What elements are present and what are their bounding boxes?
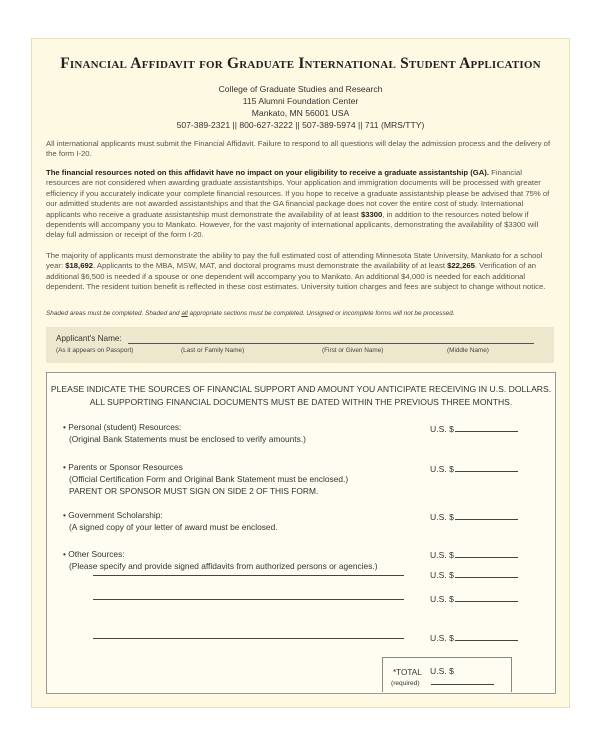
note-underline: all [181, 310, 188, 317]
completion-note [46, 310, 455, 317]
currency-label: U.S. $ [430, 464, 454, 474]
assistantship-paragraph [46, 168, 555, 241]
total-box [382, 657, 512, 692]
support-heading-2: ALL SUPPORTING FINANCIAL DOCUMENTS MUST BE DATED WITHIN THE PREVIOUS THREE MONTHS. [89, 396, 513, 407]
parents-sign-note: PARENT OR SPONSOR MUST SIGN ON SIDE 2 OF THIS FORM. [69, 486, 319, 496]
personal-resources: • Personal (student) Resources: (Original Bank Statements must be enclosed to verify amounts.) [63, 422, 306, 444]
other-source-line-1[interactable] [93, 575, 404, 576]
financial-support-box [46, 372, 556, 694]
passport-note: (As it appears on Passport) [56, 347, 134, 354]
affidavit-page [31, 38, 570, 708]
other-sources: • Other Sources: (Please specify and provide signed affidavits from authorized persons or agencies.) [63, 549, 378, 571]
applicant-name-field[interactable] [128, 343, 534, 344]
total-required: (required) [391, 680, 420, 687]
personal-detail: (Original Bank Statements must be enclosed to verify amounts.) [69, 434, 306, 444]
cost-text-2: . Applicants to the MBA, MSW, MAT, and doctoral programs must demonstrate the availability of at least [93, 261, 448, 271]
personal-title: Personal (student) Resources: [68, 422, 182, 432]
form-title: Financial Affidavit for Graduate International Student Application [60, 55, 541, 72]
government-title: Government Scholarship: [68, 510, 163, 520]
cost-paragraph [46, 251, 555, 293]
applicant-name-section [46, 327, 554, 363]
support-heading [47, 383, 555, 408]
cost-text-1: The majority of applicants must demonstrate the ability to pay the full estimated cost of attending Minnesota State University, Mankato for a school year: [46, 251, 543, 271]
cost-amount-2: $22,265 [447, 261, 475, 271]
other-title: Other Sources: [68, 549, 125, 559]
government-scholarship: • Government Scholarship: (A signed copy of your letter of award must be enclosed. [63, 510, 278, 532]
address-line-3: Mankato, MN 56001 USA [251, 108, 350, 118]
address-phones: 507-389-2321 || 800-627-3222 || 507-389-5974 || 711 (MRS/TTY) [176, 120, 425, 130]
parents-detail: (Official Certification Form and Original Bank Statement must be enclosed.) [69, 474, 349, 484]
other-source-line-3[interactable] [93, 638, 404, 639]
cost-text-3: . Verification of an additional $6,500 is needed if a spouse or one dependent will accompany you to Mankato. An additional $4,000 is needed for each additional dependent. The resident tuition benefit is reflected in these cost estimates. University tuition charges and fees are subject to change without notice. [46, 261, 546, 292]
currency-label: U.S. $ [430, 666, 454, 676]
other-source-line-2[interactable] [93, 599, 404, 600]
personal-amount-field[interactable] [430, 423, 518, 434]
note-text-1: Shaded areas must be completed. Shaded and [46, 310, 182, 317]
last-name-caption: (Last or Family Name) [181, 347, 245, 354]
currency-label: U.S. $ [430, 424, 454, 434]
address-line-2: 115 Alumni Foundation Center [242, 96, 359, 106]
applicant-name-label: Applicant's Name: [56, 334, 122, 343]
currency-label: U.S. $ [430, 633, 454, 643]
college-address [32, 83, 569, 131]
other-amount-field-2[interactable] [430, 569, 518, 580]
government-detail: (A signed copy of your letter of award must be enclosed. [69, 522, 278, 532]
assistantship-text-2: , in addition to the resources noted below if dependents will accompany you to Mankato. However, for the vast majority of international applicants, demonstrating the availability of $3300 will delay full admission or receipt of the form I-20. [46, 209, 539, 240]
total-label: *TOTAL [393, 668, 422, 677]
other-amount-field-3[interactable] [430, 593, 518, 604]
currency-label: U.S. $ [430, 594, 454, 604]
other-amount-field-1[interactable] [430, 549, 518, 560]
parents-amount-field[interactable] [430, 463, 518, 474]
dependent-amount: $3300 [360, 209, 383, 219]
other-amount-field-4[interactable] [430, 632, 518, 643]
assistantship-bold: The financial resources noted on this affidavit have no impact on your eligibility to receive a graduate assistantship (GA). [46, 168, 489, 177]
cost-amount-1: $18,692 [65, 261, 94, 271]
currency-label: U.S. $ [430, 570, 454, 580]
total-amount-field[interactable] [430, 666, 511, 687]
middle-name-caption: (Middle Name) [447, 347, 489, 354]
currency-label: U.S. $ [430, 512, 454, 522]
currency-label: U.S. $ [430, 550, 454, 560]
first-name-caption: (First or Given Name) [322, 347, 384, 354]
parent-sponsor-resources: • Parents or Sponsor Resources (Official Certification Form and Original Bank Statement must be enclosed.) PARENT OR SPONSOR MUST SIGN ON SIDE 2 OF THIS FORM. [63, 462, 349, 496]
assistantship-text: Financial resources are not considered when awarding graduate assistantships. Your application and immigration documents will be processed with greater efficiency if you accurately indicate your complete financial resources. If you hope to receive a graduate assistantship please be advised that 75% of our admitted students are not awarded assistantships and that the GA financial package does not cover the entire cost of study. International applicants who receive a graduate assistantship must demonstrate the availability of at least [46, 168, 550, 219]
other-detail: (Please specify and provide signed affidavits from authorized persons or agencies.) [69, 561, 378, 571]
address-line-1: College of Graduate Studies and Research [218, 84, 383, 94]
parents-title: Parents or Sponsor Resources [68, 462, 183, 472]
note-text-2: appropriate sections must be completed. Unsigned or incomplete forms will not be processed. [187, 310, 455, 317]
government-amount-field[interactable] [430, 511, 518, 522]
support-heading-1: PLEASE INDICATE THE SOURCES OF FINANCIAL SUPPORT AND AMOUNT YOU ANTICIPATE RECEIVING IN U.S. DOLLARS. [50, 384, 552, 394]
intro-paragraph: All international applicants must submit the Financial Affidavit. Failure to respond to all questions will delay the admission process and the delivery of the form I-20. [46, 139, 551, 159]
